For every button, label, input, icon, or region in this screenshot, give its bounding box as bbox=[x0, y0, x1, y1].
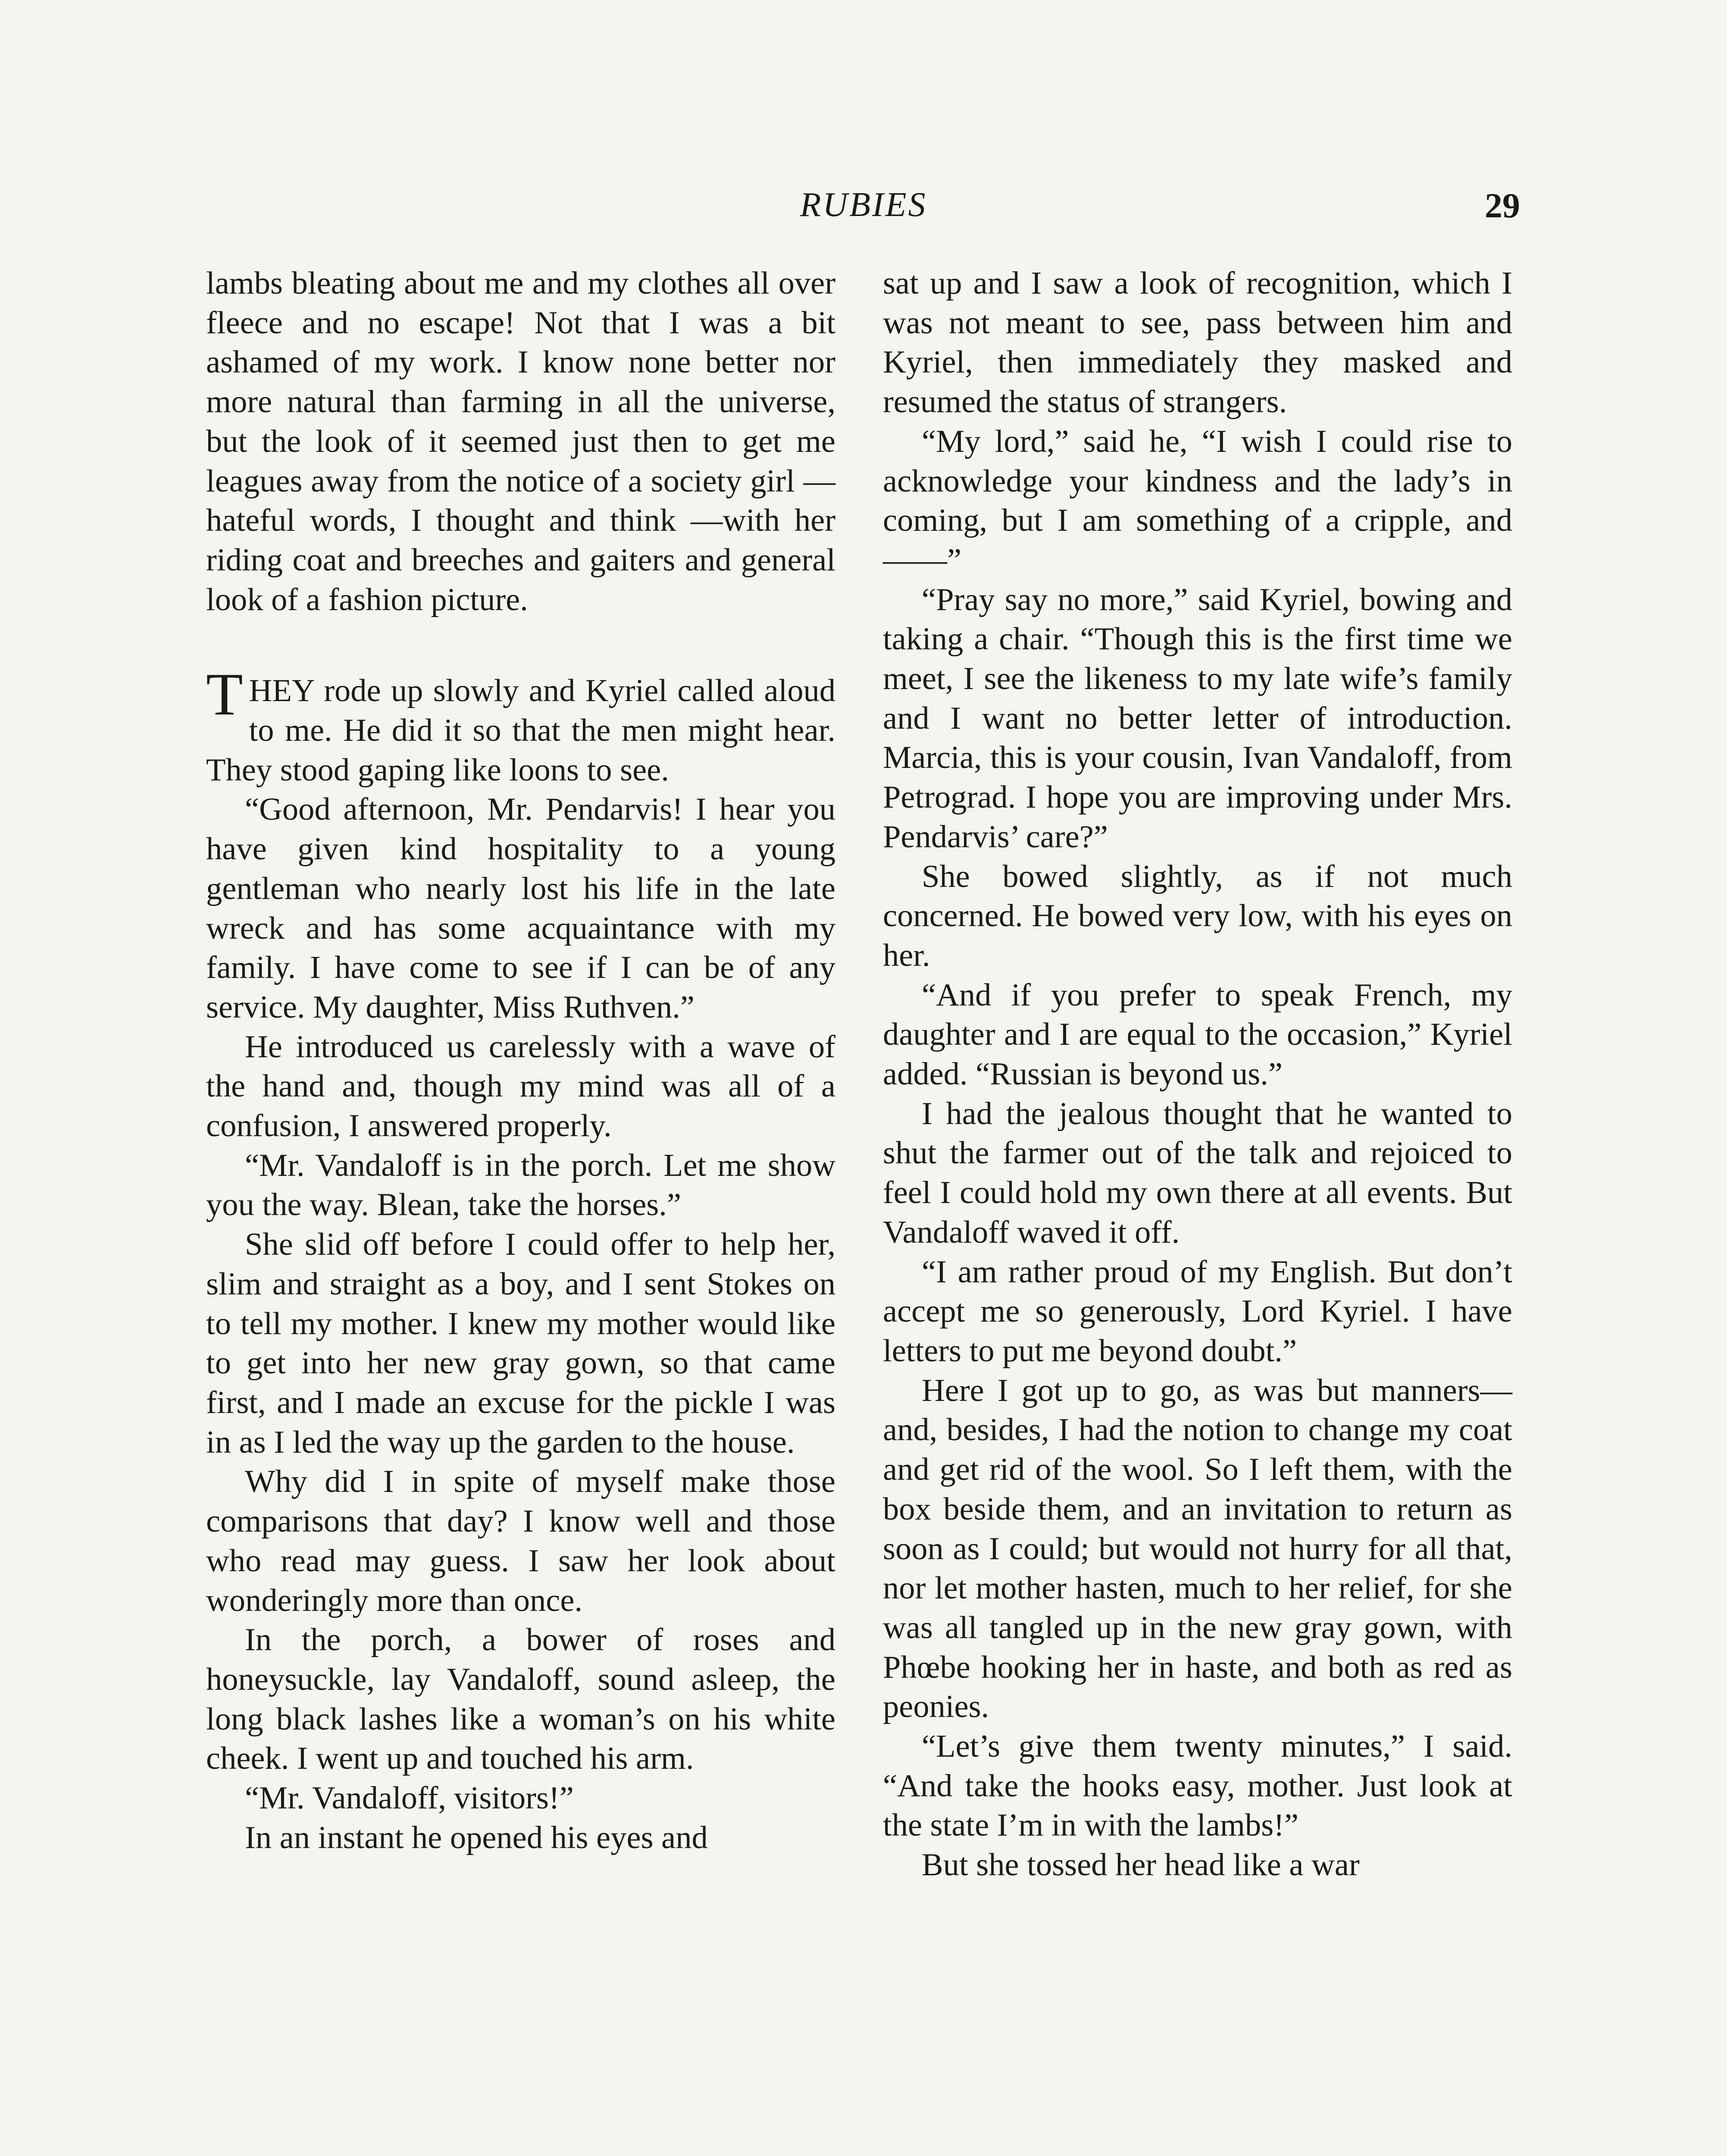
drop-cap: T bbox=[206, 661, 243, 728]
paragraph: “Mr. Vandaloff, visitors!” bbox=[245, 1780, 574, 1816]
paragraph: In an instant he opened his eyes and bbox=[245, 1820, 708, 1855]
paragraph: I had the jealous thought that he wanted to shut the farmer out of the talk and rejoiced to feel I could hold my own there at all events. But Vandaloff waved it off. bbox=[883, 1096, 1512, 1250]
paragraph: “And if you prefer to speak French, my daughter and I are equal to the occasion,” Kyriel added. “Russian is beyond us.” bbox=[883, 977, 1512, 1092]
paragraph: “Mr. Vandaloff is in the porch. Let me show you the way. Blean, take the horses.” bbox=[206, 1147, 835, 1223]
paragraph-with-drop-cap bbox=[206, 661, 835, 790]
page-number: 29 bbox=[1485, 186, 1520, 225]
page-header bbox=[0, 185, 1727, 233]
paragraph: Why did I in spite of myself make those comparisons that day? I know well and those who read may guess. I saw her look about wonderingly more than once. bbox=[206, 1464, 835, 1618]
right-column bbox=[883, 264, 1512, 1885]
paragraph: She bowed slightly, as if not much concerned. He bowed very low, with his eyes on her. bbox=[883, 859, 1512, 973]
paragraph: “Pray say no more,” said Kyriel, bowing and taking a chair. “Though this is the first time we meet, I see the likeness to my late wife’s family and I want no better letter of introduction. Marcia, this is your cousin, Ivan Vandaloff, from Petrograd. I hope you are improving under Mrs. Pendarvis’ care?” bbox=[883, 582, 1512, 855]
paragraph: “Good afternoon, Mr. Pendarvis! I hear you have given kind hospitality to a young gentleman who nearly lost his life in the late wreck and has some acquaintance with my family. I have come to see if I can be of any service. My daughter, Miss Ruthven.” bbox=[206, 792, 835, 1025]
paragraph: In the porch, a bower of roses and honeysuckle, lay Vandaloff, sound asleep, the long black lashes like a woman’s on his white cheek. I went up and touched his arm. bbox=[206, 1622, 835, 1777]
paragraph: “Let’s give them twenty minutes,” I said. “And take the hooks easy, mother. Just look at the state I’m in with the lambs!” bbox=[883, 1729, 1512, 1843]
running-title: RUBIES bbox=[800, 186, 927, 224]
left-column bbox=[206, 264, 835, 1858]
paragraph: Here I got up to go, as was but manners—and, besides, I had the notion to change my coat and get rid of the wool. So I left them, with the box beside them, and an invitation to return as soon as I could; but would not hurry for all that, nor let mother hasten, much to her relief, for she was all tangled up in the new gray gown, with Phœbe hooking her in haste, and both as red as peonies. bbox=[883, 1373, 1512, 1725]
paragraph: “I am rather proud of my English. But don’t accept me so generously, Lord Kyriel. I have letters to put me beyond doubt.” bbox=[883, 1254, 1512, 1369]
paragraph: But she tossed her head like a war bbox=[922, 1847, 1360, 1883]
paragraph: She slid off before I could offer to help her, slim and straight as a boy, and I sent Stokes on to tell my mother. I knew my mother would like to get into her new gray gown, so that came first, and I made an excuse for the pickle I was in as I led the way up the garden to the house. bbox=[206, 1227, 835, 1460]
paragraph: lambs bleating about me and my clothes all over fleece and no escape! Not that I was a bit ashamed of my work. I know none better nor more natural than farming in all the universe, but the look of it seemed just then to get me leagues away from the notice of a society girl —hateful words, I thought and think —with her riding coat and breeches and gaiters and general look of a fashion picture. bbox=[206, 266, 835, 617]
paragraph-text: HEY rode up slowly and Kyriel called aloud to me. He did it so that the men might hear. They stood gaping like loons to see. bbox=[206, 673, 835, 788]
paragraph: “My lord,” said he, “I wish I could rise to acknowledge your kindness and the lady’s in coming, but I am something of a cripple, and——” bbox=[883, 423, 1512, 578]
paragraph: sat up and I saw a look of recognition, which I was not meant to see, pass between him and Kyriel, then immediately they masked and resumed the status of strangers. bbox=[883, 266, 1512, 420]
paragraph: He introduced us carelessly with a wave of the hand and, though my mind was all of a confusion, I answered properly. bbox=[206, 1029, 835, 1144]
